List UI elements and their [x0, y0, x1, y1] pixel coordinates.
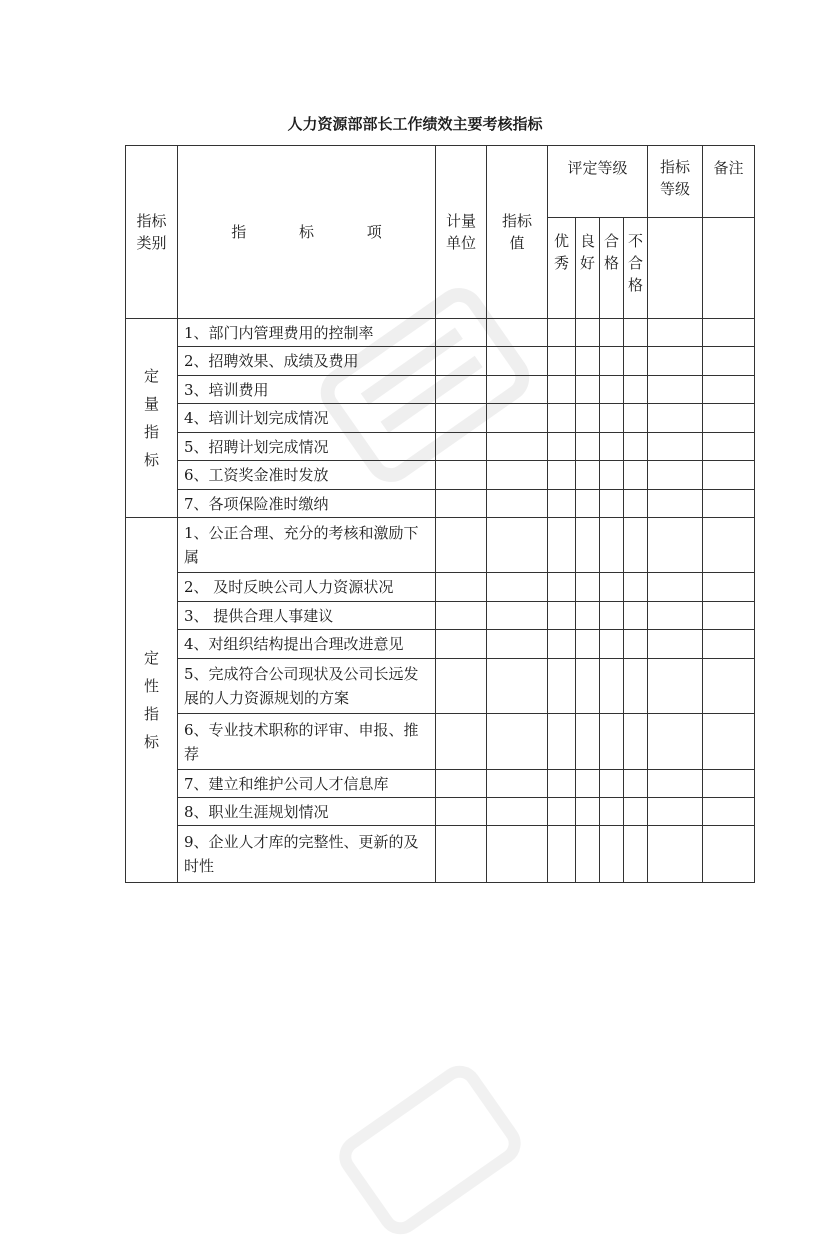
- table-row: 7、建立和维护公司人才信息库: [178, 770, 436, 798]
- header-item: 指 标 项: [178, 146, 436, 319]
- table-row: 6、工资奖金准时发放: [178, 461, 436, 490]
- header-unit: 计量单位: [436, 146, 487, 319]
- category-qualitative: 定性指标: [126, 518, 178, 883]
- table-row: 4、对组织结构提出合理改进意见: [178, 630, 436, 659]
- table-row: 3、 提供合理人事建议: [178, 602, 436, 630]
- table-row: 3、培训费用: [178, 376, 436, 404]
- table-row: 8、职业生涯规划情况: [178, 798, 436, 826]
- table-row: 7、各项保险准时缴纳: [178, 490, 436, 518]
- header-remark: 备注: [703, 146, 755, 218]
- category-quantitative: 定量指标: [126, 319, 178, 518]
- table-row: 9、企业人才库的完整性、更新的及时性: [178, 826, 436, 883]
- header-rating-excellent: 优秀: [548, 218, 576, 319]
- header-grade: 指标等级: [648, 146, 703, 218]
- header-category: 指标类别: [126, 146, 178, 319]
- header-grade-blank: [648, 218, 703, 319]
- header-rating-good: 良好: [576, 218, 600, 319]
- header-rating-pass: 合格: [600, 218, 624, 319]
- table-row: 5、完成符合公司现状及公司长远发展的人力资源规划的方案: [178, 659, 436, 714]
- table-row: 2、招聘效果、成绩及费用: [178, 347, 436, 376]
- header-rating: 评定等级: [548, 146, 648, 218]
- kpi-table: [125, 145, 755, 883]
- header-value: 指标值: [487, 146, 548, 319]
- table-row: 1、公正合理、充分的考核和激励下属: [178, 518, 436, 573]
- header-rating-fail: 不合格: [624, 218, 648, 319]
- table-row: 1、部门内管理费用的控制率: [178, 319, 436, 347]
- table-row: 2、 及时反映公司人力资源状况: [178, 573, 436, 602]
- watermark-logo-bottom: [330, 1050, 530, 1250]
- table-row: 6、专业技术职称的评审、申报、推荐: [178, 714, 436, 770]
- table-row: 5、招聘计划完成情况: [178, 433, 436, 461]
- header-remark-blank: [703, 218, 755, 319]
- table-row: 4、培训计划完成情况: [178, 404, 436, 433]
- page-title: 人力资源部部长工作绩效主要考核指标: [287, 115, 543, 133]
